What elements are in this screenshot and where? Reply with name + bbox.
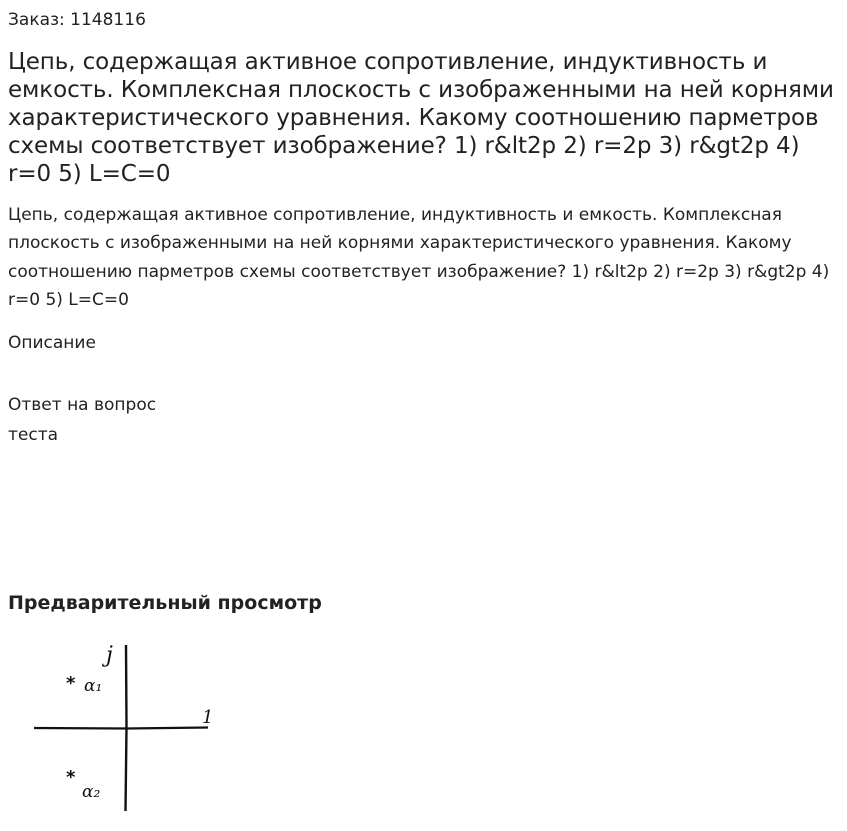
root-2-label: α₂: [82, 782, 101, 802]
page-title: Цепь, содержащая активное сопротивление, индуктивность и емкость. Комплексная плоскость с изображенными на ней корнями характеристического уравнения. Какому соотношению парметров схемы соответствует изображение? 1) r&lt2p 2) r=2p 3) r&gt2p 4) r=0 5) L=C=0: [8, 49, 834, 187]
question-text: Цепь, содержащая активное сопротивление, индуктивность и емкость. Комплексная плоскость с изображенными на ней корнями характеристического уравнения. Какому соотношению парметров схемы соответствует изображение? 1) r&lt2p 2) r=2p 3) r&gt2p 4) r=0 5) L=C=0: [8, 205, 830, 310]
preview-image: [30, 635, 230, 820]
order-number: Заказ: 1148116: [8, 10, 146, 30]
root-2-marker: *: [66, 767, 76, 788]
preview-heading: Предварительный просмотр: [8, 592, 322, 614]
real-axis: [34, 728, 208, 729]
imaginary-axis: [126, 645, 127, 811]
real-axis-label: 1: [202, 707, 214, 728]
complex-plane-sketch: [30, 635, 230, 820]
root-1-label: α₁: [84, 676, 103, 696]
description-label: Описание: [8, 333, 96, 353]
imag-axis-label: j: [106, 643, 113, 668]
root-1-marker: *: [66, 673, 76, 694]
answer-label: Ответ на вопрос теста: [8, 395, 157, 445]
